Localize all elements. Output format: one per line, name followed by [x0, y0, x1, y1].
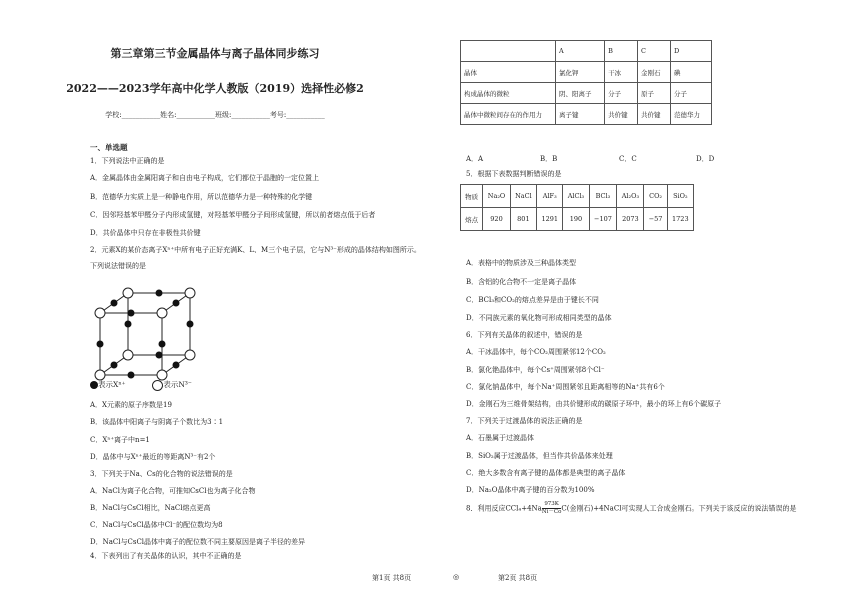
right-line: A．石墨属于过渡晶体 [466, 434, 535, 442]
student-info-line: 学校:___________姓名:___________班级:___________考号:___________ [105, 111, 325, 119]
condition-top: 973K [542, 501, 562, 509]
right-line: A．干冰晶体中，每个CO₂周围紧邻12个CO₂ [466, 348, 606, 356]
left-line: C．因邻羟基苯甲醛分子内形成氢键，对羟基苯甲醛分子间形成氢键，所以前者熔点低于后者 [90, 211, 376, 219]
q5-stem: 5．根据下表数据判断错误的是 [466, 170, 562, 178]
left-line: D．晶体中与Xⁿ⁺最近的等距离N³⁻有2个 [90, 453, 216, 461]
table-cell: 共价键 [605, 104, 638, 125]
left-line: A．X元素的原子序数是19 [90, 401, 172, 409]
left-line: A．NaCl为离子化合物，可推知CsCl也为离子化合物 [90, 487, 256, 495]
left-line: D．NaCl与CsCl晶体中离子的配位数不同主要原因是离子半径的差异 [90, 538, 306, 546]
table-header-cell: SiO₂ [667, 185, 693, 208]
table-header-cell: CO₂ [644, 185, 667, 208]
page-number-left: 第1页 共8页 [372, 574, 412, 582]
table-cell: 熔点 [461, 208, 483, 231]
table-cell: 801 [510, 208, 536, 231]
q4-option-c: C．C [619, 155, 637, 163]
table-cell: 1723 [667, 208, 693, 231]
left-line: C．Xⁿ⁺离子中n=1 [90, 436, 150, 444]
left-line: 4．下表列出了有关晶体的认识，其中不正确的是 [90, 552, 242, 560]
open-circle-icon [152, 380, 163, 391]
table-cell: 共价键 [638, 104, 671, 125]
table-header-cell: NaCl [510, 185, 536, 208]
worksheet-subtitle: 2022——2023学年高中化学人教版（2019）选择性必修2 [66, 82, 364, 95]
table-header-cell: D [670, 41, 711, 62]
q8-stem [466, 501, 796, 516]
table-cell: 金刚石 [638, 62, 671, 83]
q4-option-a: A．A [466, 155, 484, 163]
melting-point-table [460, 184, 694, 231]
table-cell: 构成晶体的微粒 [461, 83, 556, 104]
table-cell: 1291 [537, 208, 563, 231]
left-line: B．NaCl与CsCl相比，NaCl熔点更高 [90, 504, 211, 512]
right-line: B．氯化铯晶体中，每个Cs⁺周围紧邻8个Cl⁻ [466, 366, 605, 374]
right-line: B．含铝的化合物不一定是离子晶体 [466, 278, 577, 286]
table-header-cell [461, 41, 556, 62]
q8-post: C(金刚石)+4NaCl可实现人工合成金刚石。下列关于该反应的说法错误的是 [561, 504, 797, 513]
table-cell: 范德华力 [670, 104, 711, 125]
condition-bottom: Ni－Co [541, 509, 562, 515]
table-header-cell: A [556, 41, 605, 62]
left-line: A．金属晶体由金属阳离子和自由电子构成，它们都位于晶胞的一定位置上 [90, 174, 320, 182]
table-cell: 阴、阳离子 [556, 83, 605, 104]
table-header-row [461, 185, 694, 208]
right-line: C．BCl₃和CO₂的熔点差异是由于键长不同 [466, 296, 599, 304]
page-number-right: 第2页 共8页 [498, 574, 538, 582]
table-cell: 190 [563, 208, 589, 231]
table-cell: 2073 [617, 208, 644, 231]
right-line: A．表格中的物质涉及三种晶体类型 [466, 259, 577, 267]
q4-option-b: B．B [540, 155, 558, 163]
q8-pre: 8．利用反应CCl₄+4Na [466, 504, 542, 513]
table-header-cell: AlCl₃ [563, 185, 589, 208]
table-header-cell: 物质 [461, 185, 483, 208]
table-row [461, 208, 694, 231]
right-line: B．SiO₂属于过渡晶体，但当作共价晶体来处理 [466, 452, 613, 460]
worksheet-title: 第三章第三节金属晶体与离子晶体同步练习 [110, 47, 320, 60]
section-heading: 一、单选题 [90, 143, 128, 152]
right-line: C．绝大多数含有离子键的晶体都是典型的离子晶体 [466, 469, 626, 477]
reaction-condition [542, 501, 562, 516]
right-line: 7．下列关于过渡晶体的说法正确的是 [466, 417, 583, 425]
q4-option-d: D．D [696, 155, 715, 163]
right-line: D．Na₂O晶体中离子键的百分数为100% [466, 486, 595, 494]
filled-dot-icon [90, 381, 98, 389]
table-cell: 氯化钾 [556, 62, 605, 83]
table-cell: −107 [589, 208, 617, 231]
table-header-cell: AlF₃ [537, 185, 563, 208]
table-header-cell: B [605, 41, 638, 62]
table-cell: 原子 [638, 83, 671, 104]
table-cell: 干冰 [605, 62, 638, 83]
right-line: D．不同族元素的氧化物可形成相同类型的晶体 [466, 314, 612, 322]
left-line: 3．下列关于Na、Cs的化合物的说法错误的是 [90, 470, 233, 478]
left-line: D．共价晶体中只存在非极性共价键 [90, 229, 201, 237]
table-cell: 920 [483, 208, 510, 231]
table-header-cell: C [638, 41, 671, 62]
diagram-legend [90, 379, 192, 391]
crystal-structure-diagram [90, 285, 200, 385]
table-cell: 离子键 [556, 104, 605, 125]
table-cell: −57 [644, 208, 667, 231]
left-line: B．该晶体中阳离子与阴离子个数比为3∶1 [90, 418, 224, 426]
table-cell: 分子 [605, 83, 638, 104]
table-header-cell: Na₂O [483, 185, 510, 208]
left-line: B．范德华力实质上是一种静电作用，所以范德华力是一种特殊的化学键 [90, 193, 313, 201]
table-header-cell: BCl₃ [589, 185, 617, 208]
table-row [461, 62, 712, 83]
table-row [461, 104, 712, 125]
table-header-cell: Al₂O₃ [617, 185, 644, 208]
table-cell: 晶体中微粒间存在的作用力 [461, 104, 556, 125]
table-cell: 晶体 [461, 62, 556, 83]
right-line: D．金刚石为三维骨架结构，由共价键形成的碳原子环中，最小的环上有6个碳原子 [466, 400, 722, 408]
right-line: C．氯化钠晶体中，每个Na⁺周围紧邻且距离相等的Na⁺共有6个 [466, 383, 665, 391]
left-line: 下列说法错误的是 [90, 262, 146, 270]
table-cell: 分子 [670, 83, 711, 104]
table-row [461, 83, 712, 104]
right-line: 6．下列有关晶体的叙述中，错误的是 [466, 331, 583, 339]
left-line: C．NaCl与CsCl晶体中Cl⁻的配位数均为8 [90, 521, 223, 529]
left-line: 2．元素X的某价态离子Xⁿ⁺中所有电子正好充满K、L、M三个电子层，它与N³⁻形成的晶体结构如图所示。 [90, 246, 421, 254]
table-header-row [461, 41, 712, 62]
crystal-table [460, 40, 712, 125]
page-separator: ◎ [453, 573, 460, 581]
table-cell: 碘 [670, 62, 711, 83]
legend-x-label: 表示Xⁿ⁺ [98, 380, 126, 389]
left-line: 1．下列说法中正确的是 [90, 157, 165, 165]
legend-n-label: 表示N³⁻ [163, 380, 192, 389]
